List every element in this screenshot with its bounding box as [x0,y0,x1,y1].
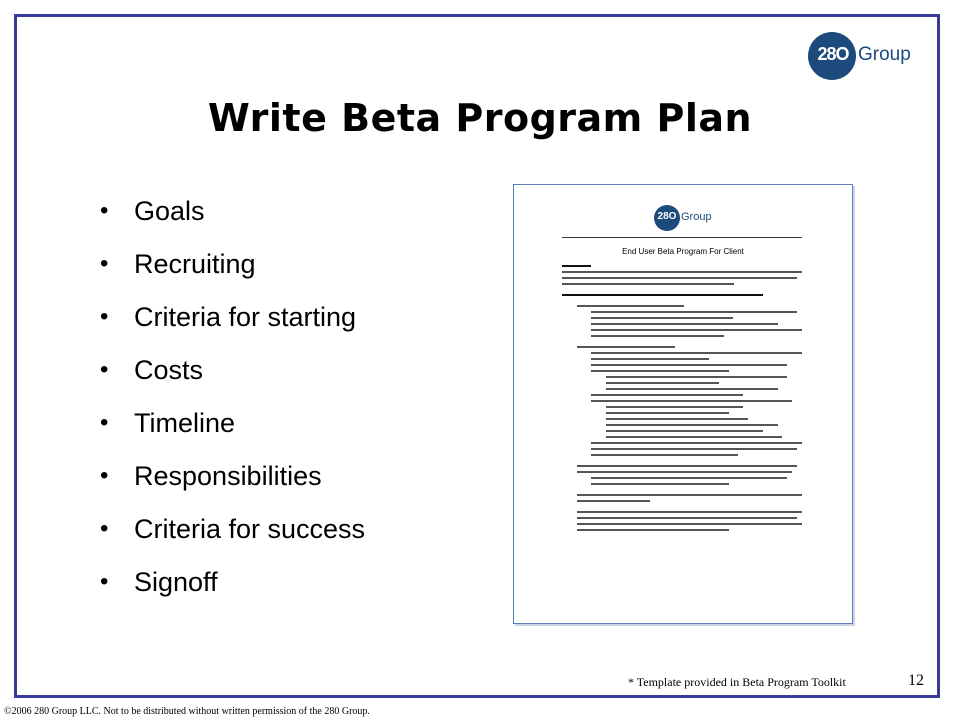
document-logo-number: 28O [657,211,677,222]
logo-word: Group [858,44,911,65]
bullet-list [100,190,365,614]
bullet-item: • Criteria for success [100,508,365,561]
bullet-item: • Signoff [100,561,365,614]
bullet-item: • Responsibilities [100,455,365,508]
document-thumbnail [513,184,853,624]
slide-title: Write Beta Program Plan [207,96,753,140]
page-number: 12 [908,672,924,689]
bullet-item: • Timeline [100,402,365,455]
bullet-item: • Goals [100,190,365,243]
document-body-text [562,265,807,535]
bullet-item: • Costs [100,349,365,402]
document-heading: End User Beta Program For Client [622,247,744,256]
copyright-notice: ©2006 280 Group LLC. Not to be distributed without written permission of the 280 Group. [4,706,370,717]
document-logo-word: Group [681,211,712,223]
bullet-item: • Recruiting [100,243,365,296]
document-divider [562,237,802,238]
template-footnote: * Template provided in Beta Program Toolkit [628,675,846,689]
company-logo [808,32,911,80]
bullet-item: • Criteria for starting [100,296,365,349]
document-logo [654,205,714,231]
logo-number: 28O [817,44,849,64]
